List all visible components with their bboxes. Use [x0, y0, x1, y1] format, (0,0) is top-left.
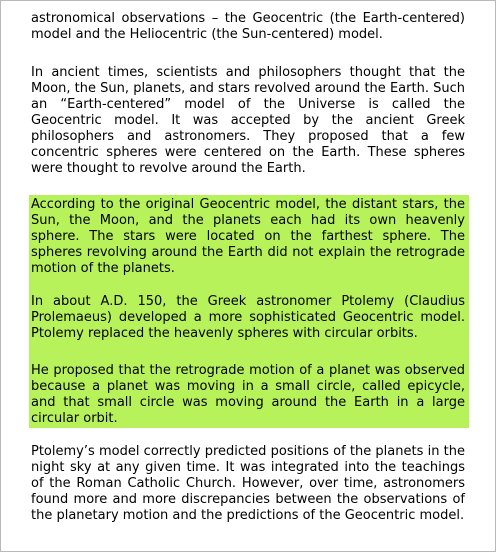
- paragraph-ancient-times: In ancient times, scientists and philosophers thought that the Moon, the Sun, planets, and stars revolved around the Earth. Such an “Earth-centered” model of the Universe is called the Geocentric model. It was accepted by the ancient Greek philosophers and astronomers. They proposed that a few concentric spheres were centered on the Earth. These spheres were thought to revolve around the Earth.: [31, 65, 465, 176]
- paragraph-intro-continued: astronomical observations – the Geocentric (the Earth-centered) model and the Heliocentric (the Sun-centered) model.: [31, 11, 465, 42]
- paragraph-ptolemy-model: In about A.D. 150, the Greek astronomer Ptolemy (Claudius Prolemaeus) developed a more sophisticated Geocentric model. Ptolemy replaced the heavenly spheres with circular orbits.: [31, 294, 465, 341]
- paragraph-predictions: Ptolemy’s model correctly predicted positions of the planets in the night sky at any given time. It was integrated into the teachings of the Roman Catholic Church. However, over time, astronomers found more and more discrepancies between the observations of the planetary motion and the predictions of the Geocentric model.: [31, 444, 465, 523]
- paragraph-original-geocentric: According to the original Geocentric model, the distant stars, the Sun, the Moon, and the planets each had its own heavenly sphere. The stars were located on the farthest sphere. The spheres revolving around the Earth did not explain the retrograde motion of the planets.: [31, 197, 465, 276]
- paragraph-epicycle: He proposed that the retrograde motion of a planet was observed because a planet was moving in a small circle, called epicycle, and that small circle was moving around the Earth in a large circular orbit.: [31, 363, 465, 426]
